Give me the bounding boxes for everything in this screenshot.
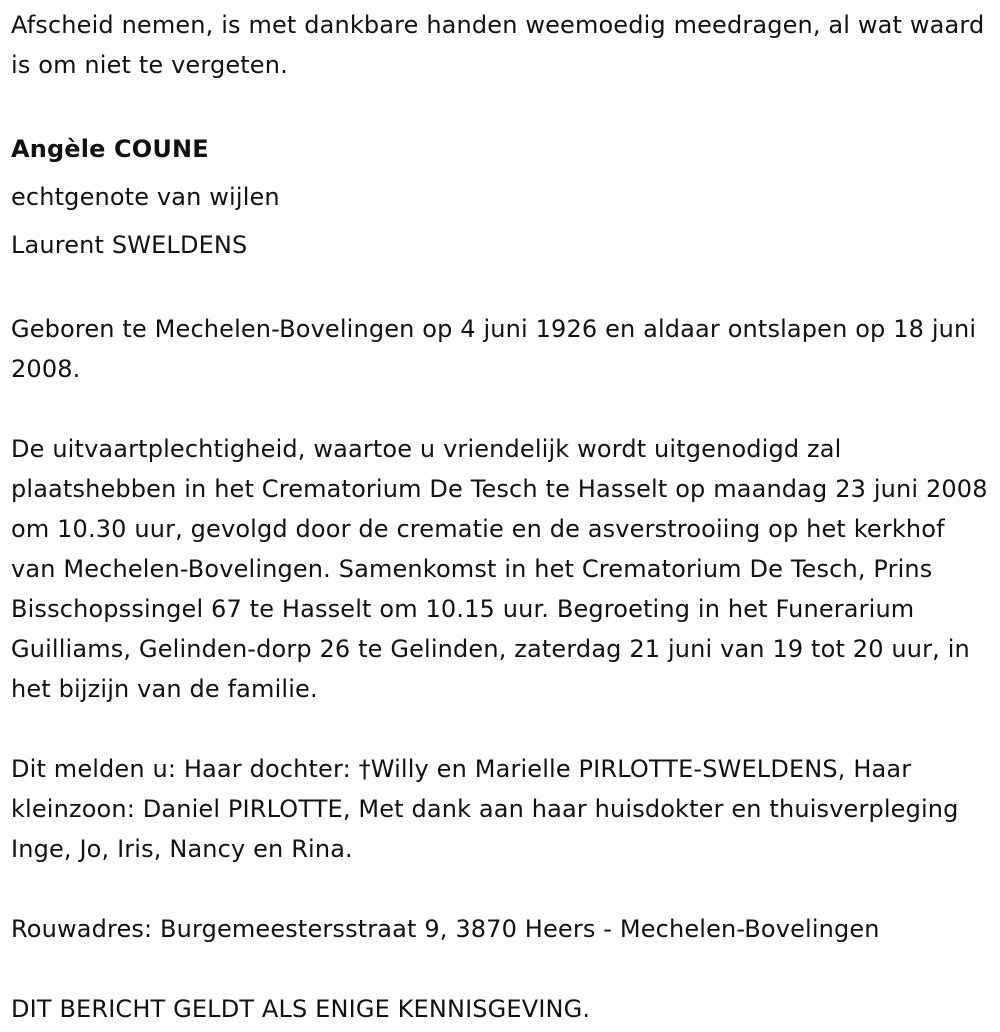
- spacer: [11, 269, 992, 309]
- deceased-relation: echtgenote van wijlen: [11, 183, 280, 211]
- spacer: [11, 389, 992, 429]
- opening-quote: Afscheid nemen, is met dankbare handen weemoedig meedragen, al wat waard is om niet te vergeten.: [11, 11, 985, 79]
- closing-notice: DIT BERICHT GELDT ALS ENIGE KENNISGEVING.: [11, 995, 591, 1023]
- spacer: [11, 869, 992, 909]
- deceased-name: Angèle COUNE: [11, 135, 209, 163]
- spacer: [11, 949, 992, 989]
- birth-death-statement: Geboren te Mechelen-Bovelingen op 4 juni 1926 en aldaar ontslapen op 18 juni 2008.: [11, 315, 977, 383]
- ceremony-details: De uitvaartplechtigheid, waartoe u vriendelijk wordt uitgenodigd zal plaatshebben in het Crematorium De Tesch te Hasselt op maandag 23 juni 2008 om 10.30 uur, gevolgd door de crematie en de asverstrooiing op het kerkhof van Mechelen-Bovelingen. Samenkomst in het Crematorium De Tesch, Prins Bisschopssingel 67 te Hasselt om 10.15 uur. Begroeting in het Funerarium Guilliams, Gelinden-dorp 26 te Gelinden, zaterdag 21 juni van 19 tot 20 uur, in het bijzijn van de familie.: [11, 435, 988, 703]
- mourning-address: Rouwadres: Burgemeestersstraat 9, 3870 Heers - Mechelen-Bovelingen: [11, 915, 880, 943]
- spacer: [11, 85, 992, 125]
- spacer: [11, 709, 992, 749]
- family-announcement: Dit melden u: Haar dochter: †Willy en Marielle PIRLOTTE-SWELDENS, Haar kleinzoon: Daniel PIRLOTTE, Met dank aan haar huisdokter en thuisverpleging Inge, Jo, Iris, Nancy en Rina.: [11, 755, 959, 863]
- spouse-name: Laurent SWELDENS: [11, 231, 248, 259]
